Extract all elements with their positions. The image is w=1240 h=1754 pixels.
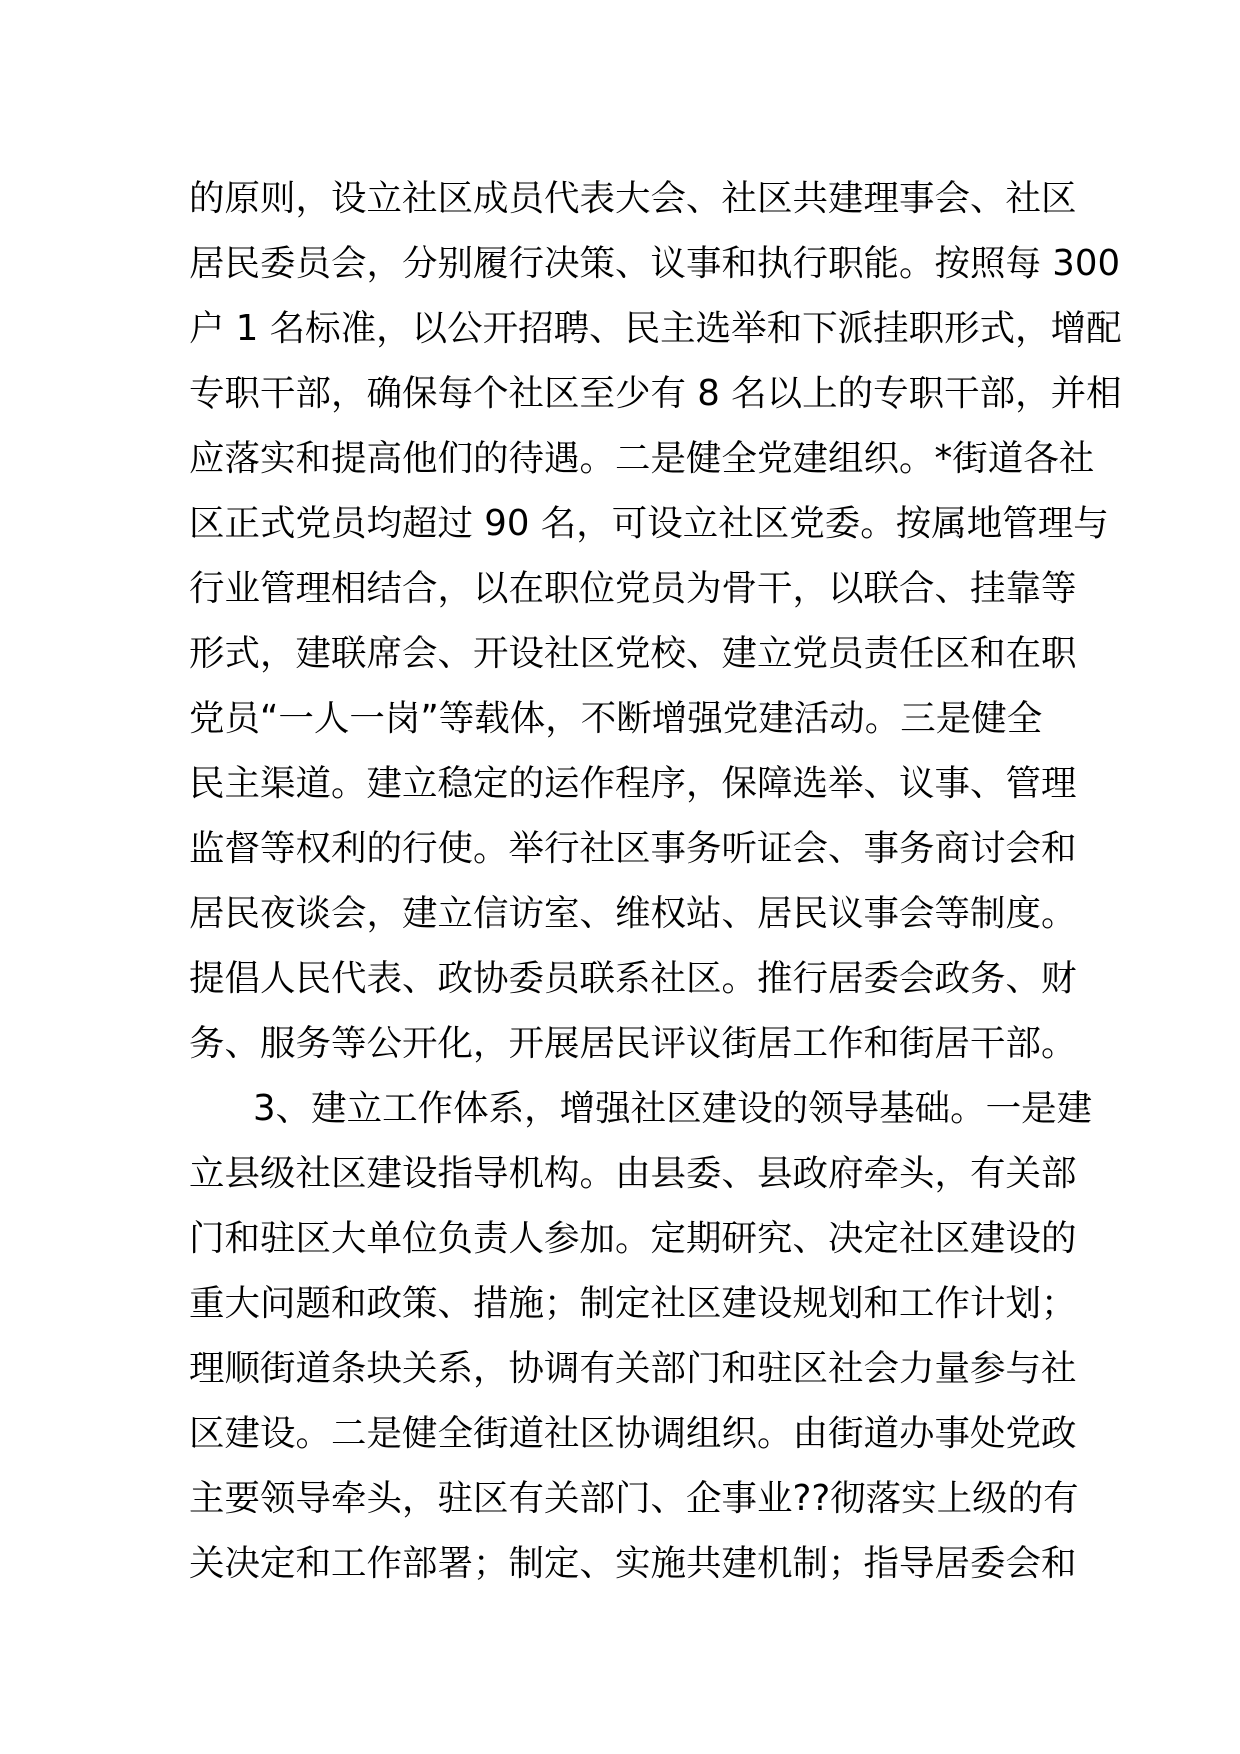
text-line: 的原则，设立社区成员代表大会、社区共建理事会、社区 bbox=[189, 178, 1077, 219]
text-line: 主要领导牵头，驻区有关部门、企事业??彻落实上级的有 bbox=[189, 1478, 1079, 1519]
text-line: 监督等权利的行使。举行社区事务听证会、事务商讨会和 bbox=[189, 828, 1077, 869]
text-line: 重大问题和政策、措施；制定社区建设规划和工作计划； bbox=[189, 1283, 1077, 1324]
text-line: 区正式党员均超过 90 名，可设立社区党委。按属地管理与 bbox=[189, 503, 1109, 544]
text-line: 门和驻区大单位负责人参加。定期研究、决定社区建设的 bbox=[189, 1218, 1077, 1259]
text-line: 民主渠道。建立稳定的运作程序，保障选举、议事、管理 bbox=[189, 763, 1077, 804]
text-line: 行业管理相结合，以在职位党员为骨干，以联合、挂靠等 bbox=[189, 568, 1077, 609]
text-line: 关决定和工作部署；制定、实施共建机制；指导居委会和 bbox=[189, 1543, 1077, 1584]
paragraph-start-line: 3、建立工作体系，增强社区建设的领导基础。一是建 bbox=[253, 1088, 1093, 1129]
text-line: 居民委员会，分别履行决策、议事和执行职能。按照每 300 bbox=[189, 243, 1121, 284]
text-line: 专职干部，确保每个社区至少有 8 名以上的专职干部，并相 bbox=[189, 373, 1122, 414]
text-line: 理顺街道条块关系，协调有关部门和驻区社会力量参与社 bbox=[189, 1348, 1077, 1389]
text-line: 党员“一人一岗”等载体，不断增强党建活动。三是健全 bbox=[189, 698, 1043, 739]
text-line: 户 1 名标准，以公开招聘、民主选举和下派挂职形式，增配 bbox=[189, 308, 1122, 349]
text-line: 区建设。二是健全街道社区协调组织。由街道办事处党政 bbox=[189, 1413, 1077, 1454]
document-body bbox=[189, 166, 1122, 1596]
text-line: 立县级社区建设指导机构。由县委、县政府牵头，有关部 bbox=[189, 1153, 1077, 1194]
text-line: 提倡人民代表、政协委员联系社区。推行居委会政务、财 bbox=[189, 958, 1077, 999]
text-line: 务、服务等公开化，开展居民评议街居工作和街居干部。 bbox=[189, 1023, 1077, 1064]
text-line: 应落实和提高他们的待遇。二是健全党建组织。*街道各社 bbox=[189, 438, 1095, 479]
text-line: 居民夜谈会，建立信访室、维权站、居民议事会等制度。 bbox=[189, 893, 1077, 934]
text-line: 形式，建联席会、开设社区党校、建立党员责任区和在职 bbox=[189, 633, 1077, 674]
